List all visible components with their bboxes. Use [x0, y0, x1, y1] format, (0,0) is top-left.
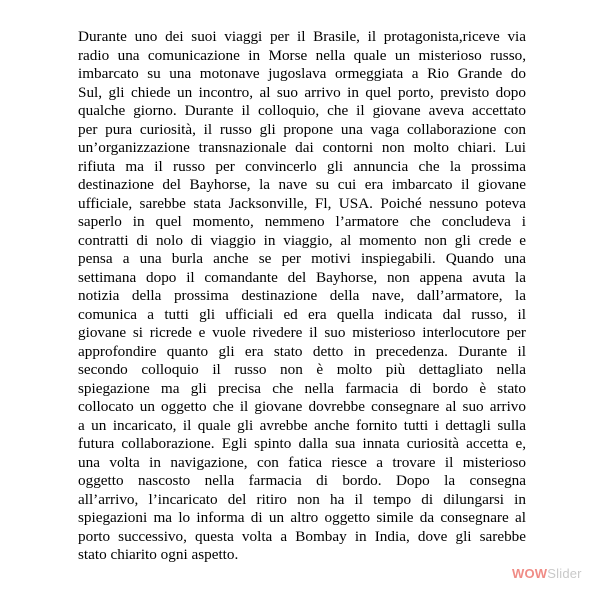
paragraph-line: secondo colloquio il russo non è molto più dettagliato nella [78, 361, 526, 378]
paragraph-line: ufficiale, sarebbe stata Jacksonville, Fl, USA. Poiché nessuno poteva [78, 194, 526, 212]
paragraph-line: settimana dopo il comandante del Bayhorse, non appena avuta la [78, 268, 526, 286]
paragraph-line: un’organizzazione transnazionale dai contorni non molto chiari. Lui [78, 139, 526, 156]
paragraph-line: approfondire quanto gli era stato detto in precedenza. Durante il [78, 342, 526, 360]
paragraph-line: spiegazione ma gli precisa che nella farmacia di bordo è stato [78, 379, 526, 397]
paragraph-line: una volta in navigazione, con fatica riesce a trovare il misterioso [78, 453, 526, 471]
paragraph-line: imbarcato su una motonave jugoslava ormeggiata a Rio Grande do [78, 65, 526, 82]
paragraph-line: giovane si ricrede e vuole rivedere il suo misterioso interlocutore per [78, 324, 526, 341]
paragraph-line: porto successivo, questa volta a Bombay in India, dove gli sarebbe [78, 527, 526, 545]
paragraph-line: comunica a tutti gli ufficiali ed era quella indicata dal russo, il [78, 305, 526, 323]
paragraph-line: Durante uno dei suoi viaggi per il Brasile, il protagonista,riceve via [78, 28, 526, 45]
paragraph-line: pensa a una burla anche se per motivi inspiegabili. Quando una [78, 250, 526, 267]
paragraph-line: destinazione del Bayhorse, la nave su cui era imbarcato il giovane [78, 176, 526, 193]
paragraph-line: notizia della prossima destinazione della nave, dall’armatore, la [78, 287, 526, 304]
wowslider-watermark-logo [512, 566, 582, 581]
paragraph-line: per pura curiosità, il russo gli propone una vaga collaborazione con [78, 120, 526, 138]
watermark-wow-text: WOW [512, 566, 548, 581]
paragraph-line: radio una comunicazione in Morse nella quale un misterioso russo, [78, 46, 526, 64]
paragraph-line: contratti di nolo di viaggio in viaggio, al momento non gli crede e [78, 231, 526, 249]
paragraph-line: stato chiarito ogni aspetto. [78, 546, 239, 563]
paragraph-line: a un incaricato, il quale gli avrebbe anche fornito tutti i dettagli sulla [78, 416, 526, 434]
paragraph-line: Sul, gli chiede un incontro, al suo arrivo in quel porto, previsto dopo [78, 83, 526, 101]
paragraph-line: collocato un oggetto che il giovane dovrebbe consegnare al suo arrivo [78, 398, 526, 415]
paragraph-line: spiegazioni ma lo informa di un altro oggetto simile da consegnare al [78, 509, 526, 526]
paragraph-line: all’arrivo, l’incaricato del ritiro non ha il tempo di dilungarsi in [78, 490, 526, 508]
paragraph-line: saperlo in quel momento, nemmeno l’armatore che concludeva i [78, 213, 526, 230]
body-paragraph [78, 28, 526, 565]
paragraph-line: futura collaborazione. Egli spinto dalla sua innata curiosità accetta e, [78, 435, 526, 452]
watermark-slider-text: Slider [547, 566, 582, 581]
paragraph-line: oggetto nascosto nella farmacia di bordo. Dopo la consegna [78, 472, 526, 489]
paragraph-line: rifiuta ma il russo per convincerlo gli annuncia che la prossima [78, 157, 526, 175]
paragraph-line: qualche giorno. Durante il colloquio, che il giovane aveva accettato [78, 102, 526, 119]
